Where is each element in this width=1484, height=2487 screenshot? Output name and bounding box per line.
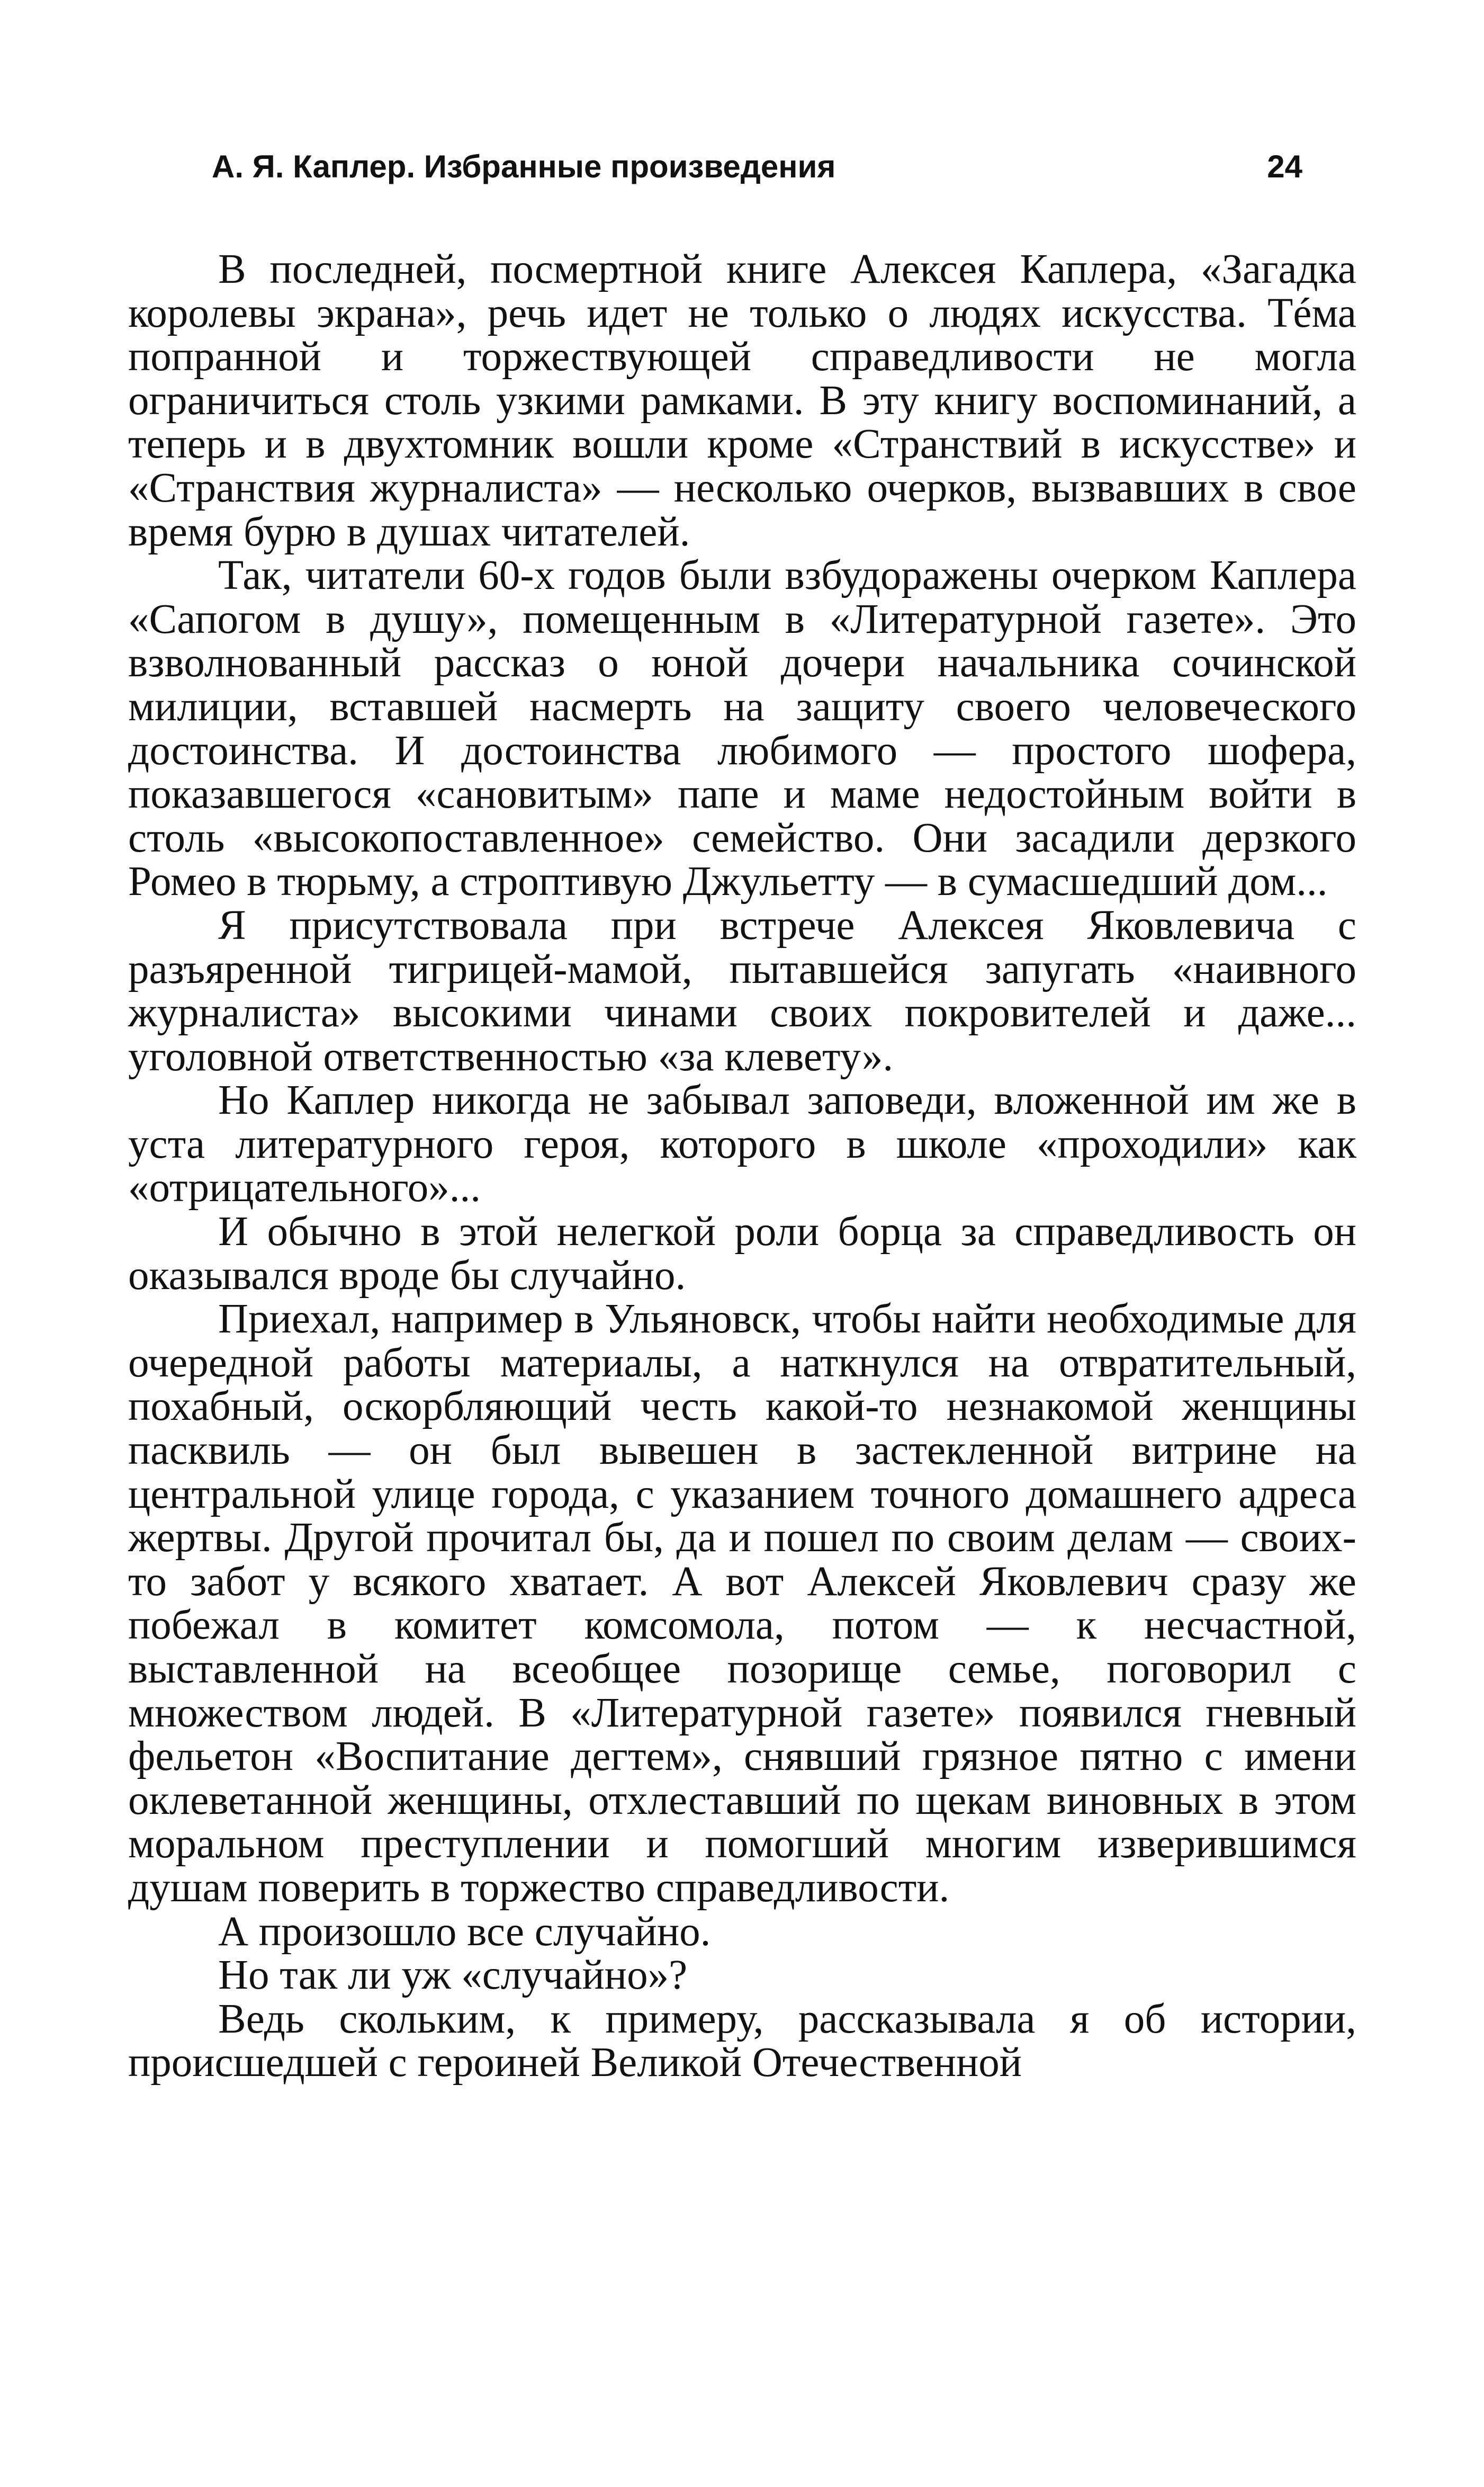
paragraph: Я присутствовала при встрече Алексея Яковлевича с разъяренной тигрицей-мамой, пытавшейся запугать «наивного журналиста» высокими чинами своих покровителей и даже... уголовной ответственностью «за клевету». (128, 902, 1356, 1080)
paragraph: Но так ли уж «случайно»? (218, 1952, 688, 1999)
body-text (128, 248, 1356, 2085)
paragraph: Приехал, например в Ульяновск, чтобы найти необходимые для очередной работы материалы, а наткнулся на отвратительный, похабный, оскорбляющий честь какой-то незнакомой женщины пасквиль — он был вывешен в застекленной витрине на центральной улице города, с указанием точного домашнего адреса жертвы. Другой прочитал бы, да и пошел по своим делам — своих-то забот у всякого хватает. А вот Алексей Яковлевич сразу же побежал в комитет комсомола, потом — к несчастной, выставленной на всеобщее позорище семье, поговорил с множеством людей. В «Литературной газете» появился гневный фельетон «Воспитание дегтем», снявший грязное пятно с имени оклеветанной женщины, отхлеставший по щекам виновных в этом моральном преступлении и помогший многим изверившимся душам поверить в торжество справедливости. (128, 1296, 1356, 1911)
paragraph: И обычно в этой нелегкой роли борца за справедливость он оказывался вроде бы случайно. (128, 1209, 1356, 1299)
page-number: 24 (1267, 149, 1302, 184)
running-title: А. Я. Каплер. Избранные произведения (212, 149, 836, 184)
running-header (212, 143, 1302, 191)
paragraph: Так, читатели 60-х годов были взбудоражены очерком Каплера «Сапогом в душу», помещенным в «Литературной газете». Это взволнованный рассказ о юной дочери начальника сочинской милиции, вставшей насмерть на защиту своего человеческого достоинства. И достоинства любимого — простого шофера, показавшегося «сановитым» папе и маме недостойным войти в столь «высокопоставленное» семейство. Они засадили дерзкого Ромео в тюрьму, а строптивую Джульетту — в сумасшедший дом... (128, 552, 1356, 905)
paragraph: Ведь скольким, к примеру, рассказывала я об истории, происшедшей с героиней Великой Отечественной (128, 1996, 1356, 2086)
paragraph: В последней, посмертной книге Алексея Каплера, «Загадка королевы экрана», речь идет не только о людях искусства. Тéма попранной и торжествующей справедливости не могла ограничиться столь узкими рамками. В эту книгу воспоминаний, а теперь и в двухтомник вошли кроме «Странствий в искусстве» и «Странствия журналиста» — несколько очерков, вызвавших в свое время бурю в душах читателей. (128, 246, 1356, 555)
paragraph: Но Каплер никогда не забывал заповеди, вложенной им же в уста литературного героя, которого в школе «проходили» как «отрицательного»... (128, 1077, 1356, 1211)
paragraph: А произошло все случайно. (218, 1908, 711, 1955)
